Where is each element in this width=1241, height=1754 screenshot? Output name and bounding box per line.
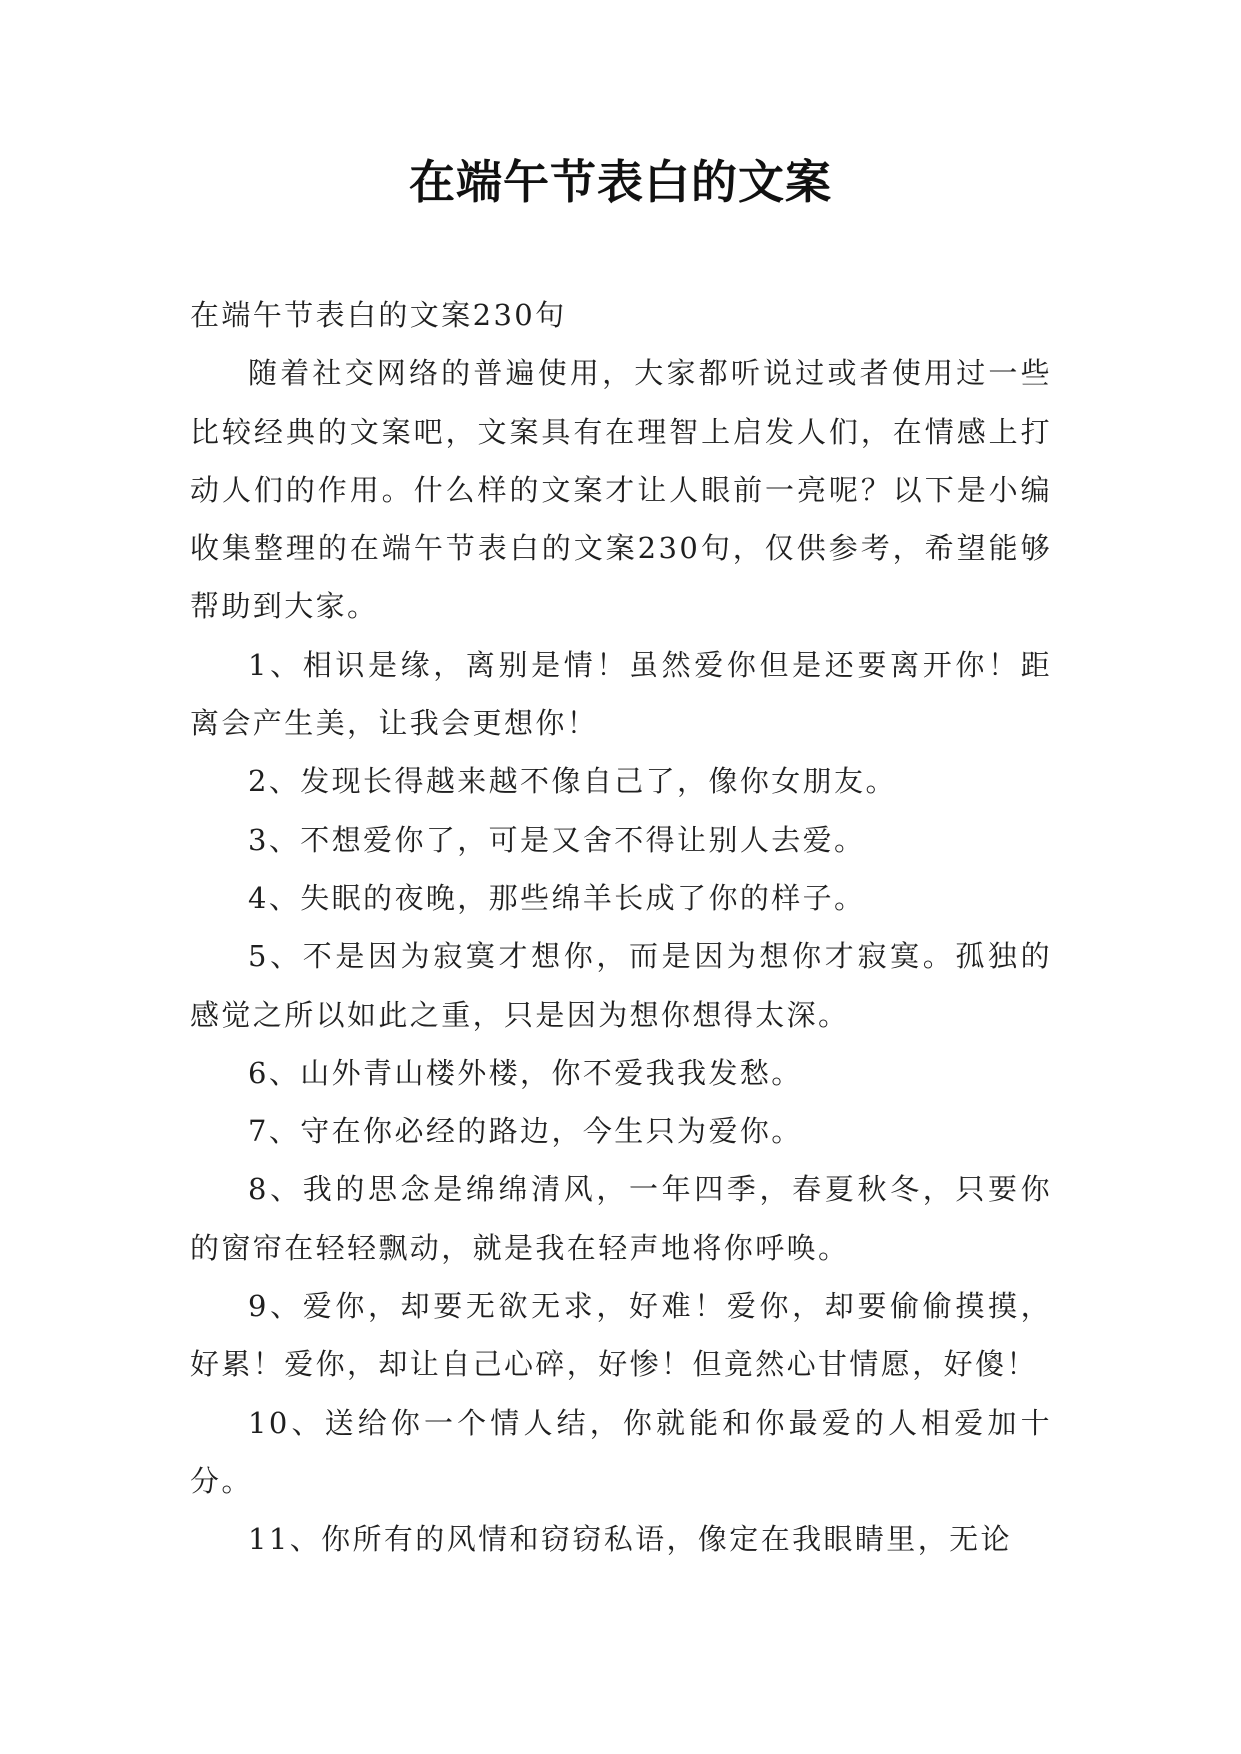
list-item: 7、守在你必经的路边，今生只为爱你。 [248,1114,803,1149]
list-item: 2、发现长得越来越不像自己了，像你女朋友。 [248,764,897,799]
list-item: 6、山外青山楼外楼，你不爱我我发愁。 [248,1055,803,1090]
list-item: 10、送给你一个情人结，你就能和你最爱的人相爱加十分。 [190,1405,1052,1498]
document-title: 在端午节表白的文案 [409,155,832,209]
list-item: 3、不想爱你了，可是又舍不得让别人去爱。 [248,822,866,857]
intro-paragraph: 随着社交网络的普遍使用，大家都听说过或者使用过一些比较经典的文案吧，文案具有在理智上启发人们，在情感上打动人们的作用。什么样的文案才让人眼前一亮呢？以下是小编收集整理的在端午节表白的文案230句，仅供参考，希望能够帮助到大家。 [190,356,1052,624]
list-item: 8、我的思念是绵绵清风，一年四季，春夏秋冬，只要你的窗帘在轻轻飘动，就是我在轻声地将你呼唤。 [190,1172,1052,1265]
list-item: 1、相识是缘，离别是情！虽然爱你但是还要离开你！距离会产生美，让我会更想你！ [190,647,1052,741]
list-item: 11、你所有的风情和窃窃私语，像定在我眼睛里，无论 [248,1522,1012,1557]
list-item: 5、不是因为寂寞才想你，而是因为想你才寂寞。孤独的感觉之所以如此之重，只是因为想你想得太深。 [190,939,1052,1032]
list-item: 9、爱你，却要无欲无求，好难！爱你，却要偷偷摸摸，好累！爱你，却让自己心碎，好惨！但竟然心甘情愿，好傻！ [190,1289,1052,1382]
document-subtitle: 在端午节表白的文案230句 [190,298,567,332]
document-body [190,286,1052,1569]
list-item: 4、失眠的夜晚，那些绵羊长成了你的样子。 [248,880,866,915]
